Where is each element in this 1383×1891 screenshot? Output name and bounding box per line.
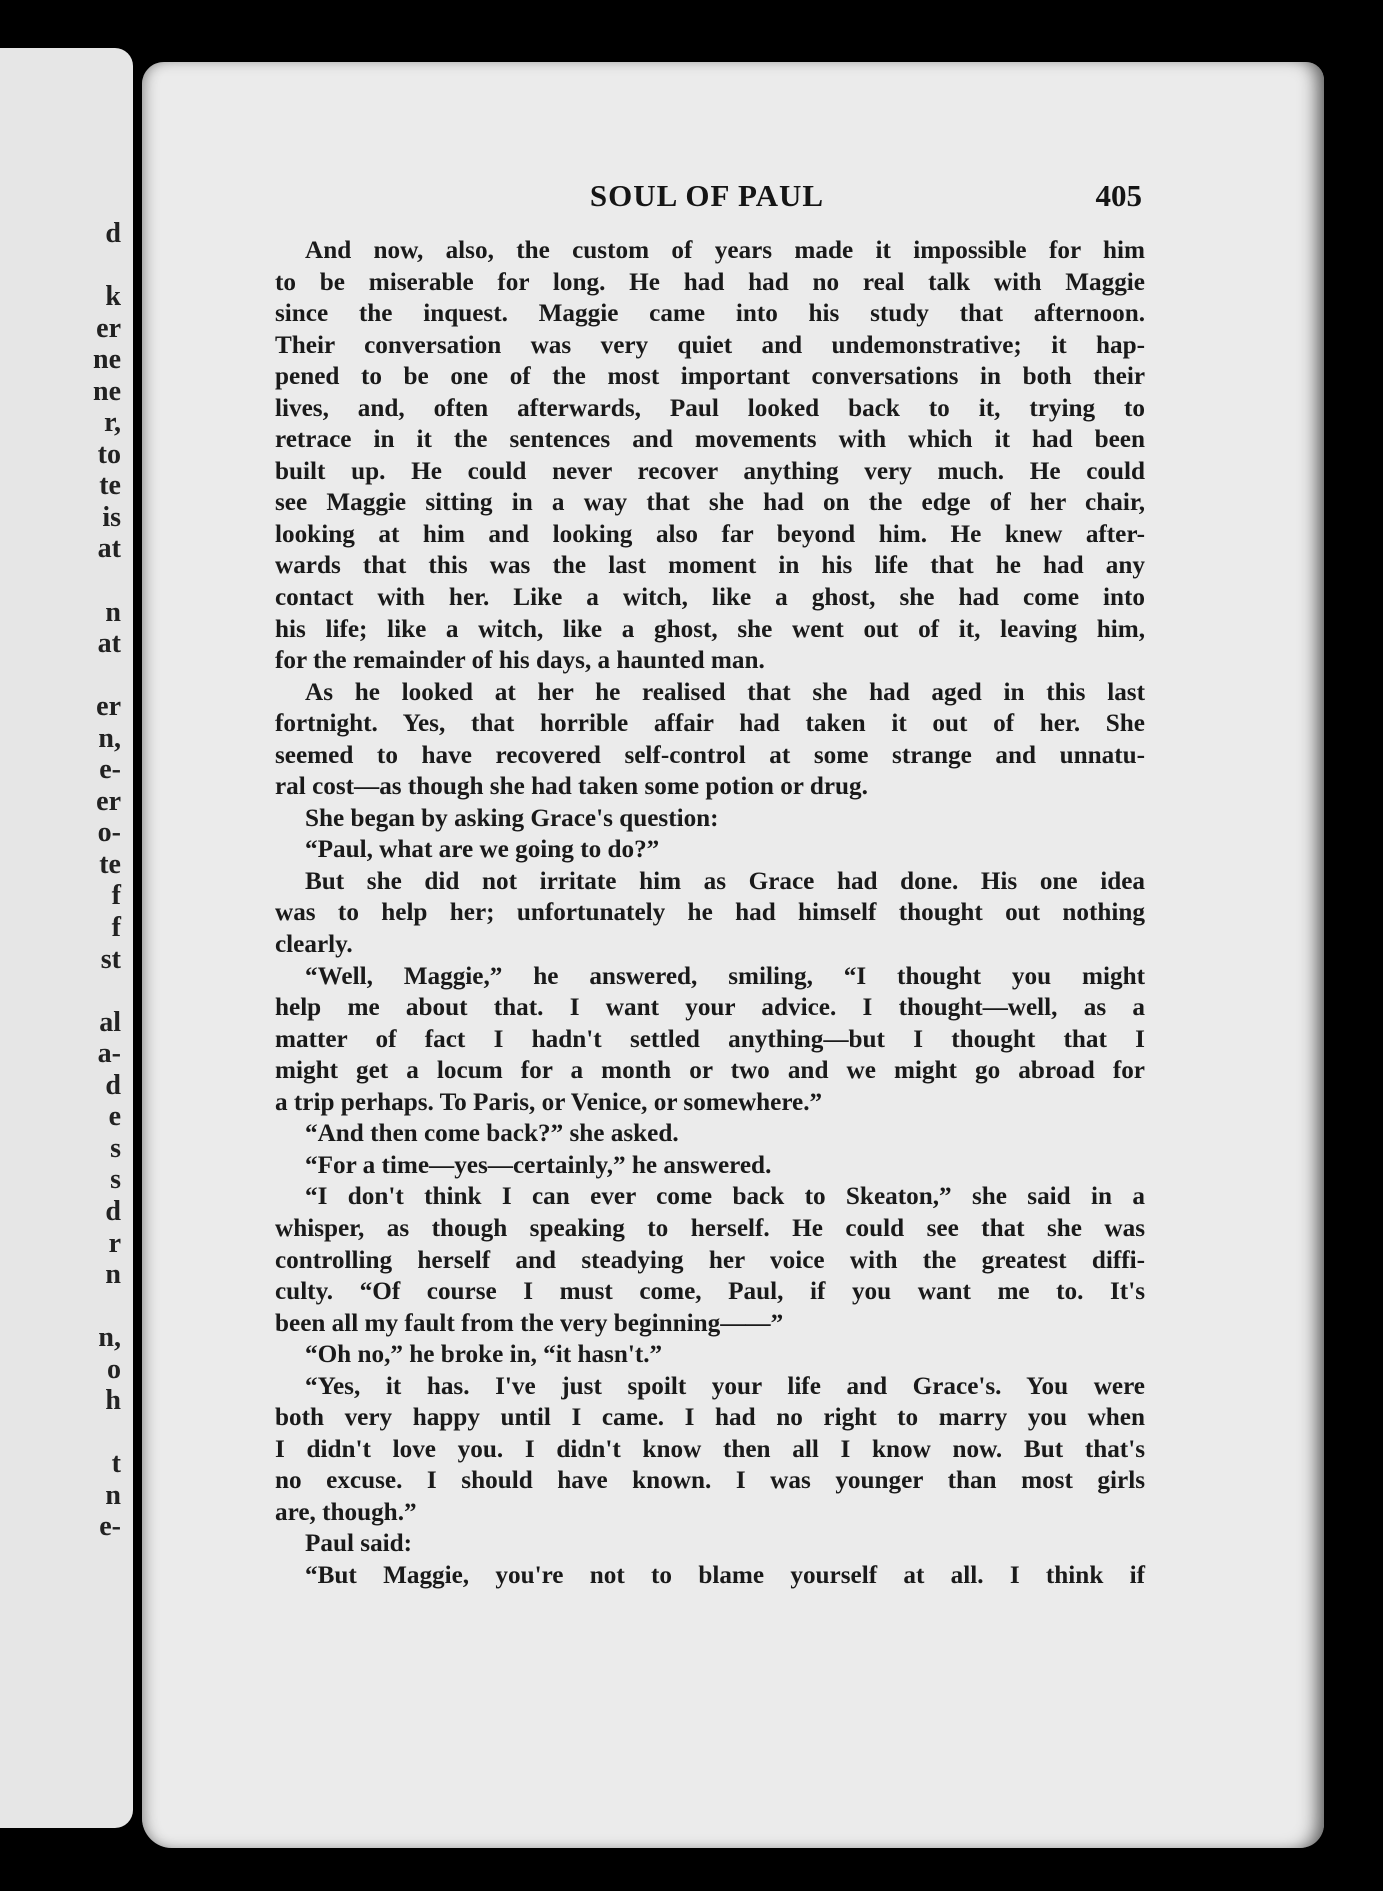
fragment: r, [104,407,121,439]
text-line: was to help her; unfortunately he had himself thought out nothing [275,899,1145,927]
text-line: Their conversation was very quiet and undemonstrative; it hap- [275,331,1145,359]
page-number: 405 [1095,178,1142,213]
fragment [93,975,121,1007]
text-line: might get a locum for a month or two and we might go abroad for [275,1057,1145,1085]
fragment [93,565,121,597]
fragment: h [105,1385,121,1417]
fragment: e [108,1101,121,1133]
running-head [272,178,1142,222]
fragment: at [97,628,121,660]
fragment: st [100,943,121,975]
text-line: “Paul, what are we going to do?” [305,836,660,864]
facing-page-fragments [93,218,121,1543]
text-line: been all my fault from the very beginning——” [275,1309,784,1337]
fragment: k [105,281,121,313]
fragment: d [105,1069,121,1101]
fragment: ne [93,344,121,376]
text-line: “Yes, it has. I've just spoilt your life and Grace's. You were [305,1372,1145,1400]
text-line: fortnight. Yes, that horrible affair had taken it out of her. She [275,710,1145,738]
text-line: a trip perhaps. To Paris, or Venice, or somewhere.” [275,1088,823,1116]
fragment: e- [99,1511,121,1543]
fragment: er [96,785,121,817]
text-line: are, though.” [275,1498,417,1526]
text-line: pened to be one of the most important conversations in both their [275,363,1145,391]
text-line: clearly. [275,931,353,959]
text-line: no excuse. I should have known. I was younger than most girls [275,1467,1145,1495]
fragment: n, [98,1322,121,1354]
fragment [93,660,121,692]
fragment: r [108,1227,121,1259]
fragment: te [99,470,121,502]
fragment: e- [99,754,121,786]
fragment [93,250,121,282]
text-line: to be miserable for long. He had had no real talk with Maggie [275,268,1145,296]
text-line: built up. He could never recover anything very much. He could [275,457,1145,485]
fragment: at [97,533,121,565]
fragment: f [111,880,121,912]
fragment: er [96,691,121,723]
fragment: n [105,1479,121,1511]
text-line: contact with her. Like a witch, like a ghost, she had come into [275,584,1145,612]
fragment: s [110,1132,121,1164]
facing-page-edge [0,48,133,1828]
body-text [275,235,1145,1592]
text-line: matter of fact I hadn't settled anything—but I thought that I [275,1025,1145,1053]
text-line: wards that this was the last moment in his life that he had any [275,552,1145,580]
fragment: er [96,312,121,344]
text-line: I didn't love you. I didn't know then all I know now. But that's [275,1435,1145,1463]
fragment [93,1291,121,1323]
text-line: controlling herself and steadying her voice with the greatest diffi- [275,1246,1145,1274]
text-line: since the inquest. Maggie came into his study that afternoon. [275,300,1145,328]
fragment: te [99,848,121,880]
text-line: “Oh no,” he broke in, “it hasn't.” [305,1341,663,1369]
fragment: f [111,912,121,944]
fragment: a- [97,1038,121,1070]
text-line: looking at him and looking also far beyond him. He knew after- [275,520,1145,548]
fragment: ne [93,375,121,407]
text-line: his life; like a witch, like a ghost, she went out of it, leaving him, [275,615,1145,643]
text-line: seemed to have recovered self-control at some strange and unnatu- [275,741,1145,769]
fragment: n [105,1259,121,1291]
fragment: is [102,501,121,533]
book-title: SOUL OF PAUL [589,178,825,213]
text-line: for the remainder of his days, a haunted man. [275,647,765,675]
fragment: d [105,218,121,249]
text-line: see Maggie sitting in a way that she had on the edge of her chair, [275,489,1145,517]
text-line: help me about that. I want your advice. I thought—well, as a [275,994,1145,1022]
fragment: s [110,1164,121,1196]
fragment: to [97,438,121,470]
fragment: n, [98,722,121,754]
fragment: n [105,596,121,628]
text-line: both very happy until I came. I had no right to marry you when [275,1404,1145,1432]
text-line: She began by asking Grace's question: [305,804,719,832]
text-line: whisper, as though speaking to herself. He could see that she was [275,1214,1145,1242]
text-line: “But Maggie, you're not to blame yourself at all. I think if [305,1561,1145,1589]
text-line: retrace in it the sentences and movements with which it had been [275,426,1145,454]
fragment: o- [97,817,121,849]
text-line: As he looked at her he realised that she had aged in this last [305,678,1145,706]
text-line: culty. “Of course I must come, Paul, if you want me to. It's [275,1278,1145,1306]
text-line: “I don't think I can ever come back to Skeaton,” she said in a [305,1183,1145,1211]
text-line: “For a time—yes—certainly,” he answered. [305,1151,772,1179]
fragment [93,1417,121,1449]
text-line: And now, also, the custom of years made it impossible for him [305,237,1145,264]
fragment: al [99,1006,121,1038]
text-line: lives, and, often afterwards, Paul looked back to it, trying to [275,394,1145,422]
fragment: d [105,1195,121,1227]
text-line: “And then come back?” she asked. [305,1120,679,1148]
fragment: t [111,1448,121,1480]
text-line: Paul said: [305,1530,413,1558]
text-line: “Well, Maggie,” he answered, smiling, “I thought you might [305,962,1145,990]
text-line: ral cost—as though she had taken some potion or drug. [275,773,868,801]
fragment: o [107,1353,121,1385]
text-line: But she did not irritate him as Grace had done. His one idea [305,867,1145,895]
